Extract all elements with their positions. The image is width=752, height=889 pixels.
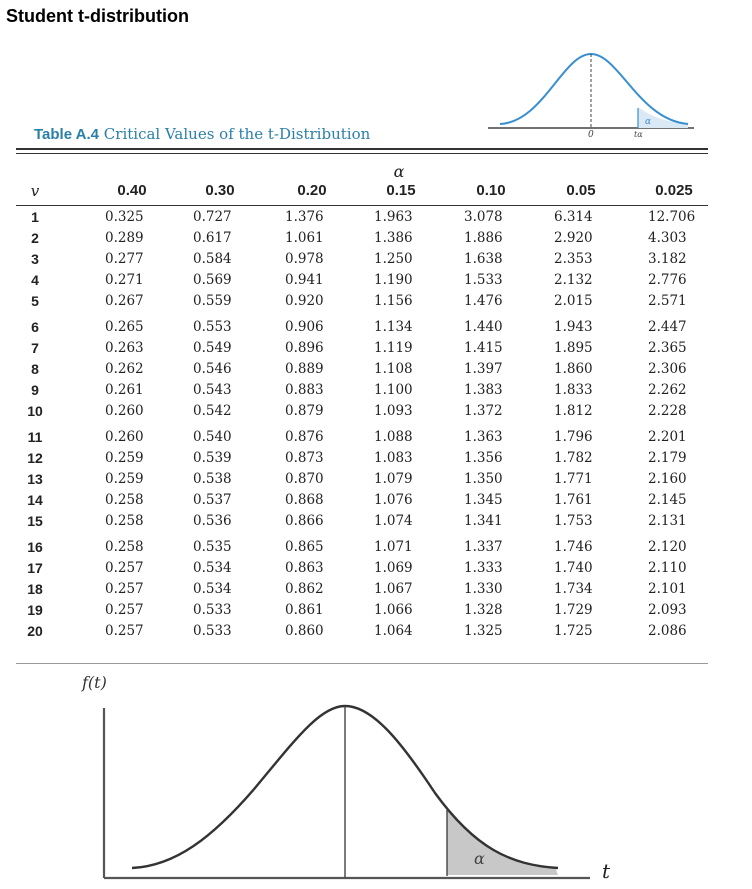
critical-value-cell: 1.069 — [374, 560, 413, 576]
degrees-of-freedom-cell: 5 — [31, 293, 39, 309]
table-row — [0, 359, 752, 379]
critical-value-cell: 1.079 — [374, 471, 413, 487]
critical-value-cell: 0.535 — [193, 539, 232, 555]
critical-value-cell: 1.386 — [374, 230, 413, 246]
critical-value-cell: 0.584 — [193, 251, 232, 267]
alpha-header-0.025: 0.025 — [655, 182, 693, 199]
critical-value-cell: 1.833 — [554, 382, 593, 398]
critical-value-cell: 1.812 — [554, 403, 593, 419]
critical-value-cell: 1.356 — [464, 450, 503, 466]
critical-value-cell: 2.120 — [648, 539, 687, 555]
v-column-header: v — [30, 182, 40, 200]
critical-value-cell: 2.201 — [648, 429, 687, 445]
critical-value-cell: 1.943 — [554, 319, 593, 335]
table-row — [0, 380, 752, 400]
critical-value-cell: 0.883 — [285, 382, 324, 398]
critical-value-cell: 0.617 — [193, 230, 232, 246]
critical-value-cell: 1.771 — [554, 471, 593, 487]
critical-value-cell: 0.258 — [105, 492, 144, 508]
y-axis-label: f(t) — [82, 673, 107, 692]
table-row — [0, 270, 752, 290]
critical-value-cell: 2.179 — [648, 450, 687, 466]
critical-value-cell: 0.862 — [285, 581, 324, 597]
degrees-of-freedom-cell: 9 — [31, 382, 39, 398]
critical-value-cell: 0.866 — [285, 513, 324, 529]
degrees-of-freedom-cell: 19 — [27, 602, 43, 618]
critical-value-cell: 1.156 — [374, 293, 413, 309]
critical-value-cell: 1.415 — [464, 340, 503, 356]
critical-value-cell: 0.257 — [105, 623, 144, 639]
degrees-of-freedom-cell: 3 — [31, 251, 39, 267]
critical-value-cell: 0.873 — [285, 450, 324, 466]
critical-value-cell: 0.261 — [105, 382, 144, 398]
critical-value-cell: 2.228 — [648, 403, 687, 419]
degrees-of-freedom-cell: 13 — [27, 471, 43, 487]
degrees-of-freedom-cell: 14 — [27, 492, 43, 508]
top-distribution-figure — [488, 42, 694, 138]
table-bottom-rule — [16, 663, 708, 664]
critical-value-cell: 1.083 — [374, 450, 413, 466]
critical-value-cell: 0.260 — [105, 403, 144, 419]
critical-value-cell: 1.740 — [554, 560, 593, 576]
alpha-header-0.40: 0.40 — [117, 182, 147, 199]
critical-value-cell: 1.363 — [464, 429, 503, 445]
top-density-curve — [500, 54, 688, 124]
critical-value-cell: 2.101 — [648, 581, 687, 597]
critical-value-cell: 0.267 — [105, 293, 144, 309]
critical-value-cell: 0.258 — [105, 539, 144, 555]
critical-value-cell: 0.263 — [105, 340, 144, 356]
critical-value-cell: 1.761 — [554, 492, 593, 508]
critical-value-cell: 0.863 — [285, 560, 324, 576]
critical-value-cell: 1.074 — [374, 513, 413, 529]
table-top-rule-inner — [16, 153, 708, 154]
critical-value-cell: 1.638 — [464, 251, 503, 267]
critical-value-cell: 2.571 — [648, 293, 687, 309]
critical-value-cell: 1.064 — [374, 623, 413, 639]
alpha-header-0.15: 0.15 — [386, 182, 416, 199]
critical-value-cell: 0.941 — [285, 272, 324, 288]
critical-value-cell: 1.071 — [374, 539, 413, 555]
critical-value-cell: 1.134 — [374, 319, 413, 335]
critical-value-cell: 0.533 — [193, 602, 232, 618]
table-caption-number: Table A.4 — [34, 126, 100, 143]
critical-value-cell: 2.015 — [554, 293, 593, 309]
critical-value-cell: 0.536 — [193, 513, 232, 529]
critical-value-cell: 2.447 — [648, 319, 687, 335]
table-row — [0, 207, 752, 227]
table-row — [0, 621, 752, 641]
degrees-of-freedom-cell: 11 — [27, 429, 43, 445]
critical-value-cell: 3.078 — [464, 209, 503, 225]
table-row — [0, 401, 752, 421]
critical-value-cell: 0.920 — [285, 293, 324, 309]
critical-value-cell: 0.537 — [193, 492, 232, 508]
critical-value-cell: 0.906 — [285, 319, 324, 335]
critical-value-cell: 0.865 — [285, 539, 324, 555]
degrees-of-freedom-cell: 10 — [27, 403, 43, 419]
critical-value-cell: 0.277 — [105, 251, 144, 267]
degrees-of-freedom-cell: 6 — [31, 319, 39, 335]
critical-value-cell: 1.190 — [374, 272, 413, 288]
top-alpha-label: α — [645, 117, 652, 127]
critical-value-cell: 1.440 — [464, 319, 503, 335]
critical-value-cell: 0.539 — [193, 450, 232, 466]
x-axis-label: t — [602, 859, 611, 883]
critical-value-cell: 0.265 — [105, 319, 144, 335]
critical-value-cell: 0.549 — [193, 340, 232, 356]
critical-value-cell: 2.920 — [554, 230, 593, 246]
critical-value-cell: 0.870 — [285, 471, 324, 487]
critical-value-cell: 1.250 — [374, 251, 413, 267]
critical-value-cell: 1.330 — [464, 581, 503, 597]
critical-value-cell: 0.534 — [193, 581, 232, 597]
table-top-rule — [16, 148, 708, 150]
critical-value-cell: 1.333 — [464, 560, 503, 576]
alpha-header-0.20: 0.20 — [297, 182, 327, 199]
critical-value-cell: 0.896 — [285, 340, 324, 356]
critical-value-cell: 2.110 — [648, 560, 687, 576]
critical-value-cell: 1.796 — [554, 429, 593, 445]
critical-value-cell: 0.534 — [193, 560, 232, 576]
critical-value-cell: 4.303 — [648, 230, 687, 246]
critical-value-cell: 0.325 — [105, 209, 144, 225]
critical-value-cell: 2.365 — [648, 340, 687, 356]
critical-value-cell: 0.889 — [285, 361, 324, 377]
degrees-of-freedom-cell: 17 — [27, 560, 43, 576]
critical-value-cell: 0.543 — [193, 382, 232, 398]
degrees-of-freedom-cell: 1 — [31, 209, 39, 225]
critical-value-cell: 0.868 — [285, 492, 324, 508]
degrees-of-freedom-cell: 15 — [27, 513, 43, 529]
critical-value-cell: 0.540 — [193, 429, 232, 445]
critical-value-cell: 0.727 — [193, 209, 232, 225]
critical-value-cell: 1.476 — [464, 293, 503, 309]
critical-value-cell: 0.876 — [285, 429, 324, 445]
critical-value-cell: 1.067 — [374, 581, 413, 597]
critical-value-cell: 0.538 — [193, 471, 232, 487]
critical-value-cell: 0.553 — [193, 319, 232, 335]
critical-value-cell: 2.160 — [648, 471, 687, 487]
critical-value-cell: 0.542 — [193, 403, 232, 419]
critical-value-cell: 1.076 — [374, 492, 413, 508]
critical-value-cell: 0.861 — [285, 602, 324, 618]
critical-value-cell: 1.886 — [464, 230, 503, 246]
critical-value-cell: 2.145 — [648, 492, 687, 508]
degrees-of-freedom-cell: 16 — [27, 539, 43, 555]
critical-value-cell: 3.182 — [648, 251, 687, 267]
tail-alpha-label: α — [474, 849, 485, 868]
critical-value-cell: 0.533 — [193, 623, 232, 639]
critical-value-cell: 1.782 — [554, 450, 593, 466]
table-caption-text: Critical Values of the t-Distribution — [99, 125, 371, 143]
critical-value-cell: 1.376 — [285, 209, 324, 225]
critical-value-cell: 1.533 — [464, 272, 503, 288]
critical-value-cell: 1.328 — [464, 602, 503, 618]
critical-value-cell: 2.093 — [648, 602, 687, 618]
critical-value-cell: 2.353 — [554, 251, 593, 267]
critical-value-cell: 1.895 — [554, 340, 593, 356]
table-row — [0, 338, 752, 358]
page-title: Student t-distribution — [6, 6, 189, 26]
critical-value-cell: 0.259 — [105, 471, 144, 487]
critical-value-cell: 1.372 — [464, 403, 503, 419]
degrees-of-freedom-cell: 7 — [31, 340, 39, 356]
critical-value-cell: 0.559 — [193, 293, 232, 309]
critical-value-cell: 2.306 — [648, 361, 687, 377]
table-row — [0, 427, 752, 447]
table-row — [0, 291, 752, 311]
critical-value-cell: 1.088 — [374, 429, 413, 445]
alpha-header-0.05: 0.05 — [566, 182, 596, 199]
critical-value-cell: 1.119 — [374, 340, 413, 356]
critical-value-cell: 0.262 — [105, 361, 144, 377]
critical-value-cell: 1.108 — [374, 361, 413, 377]
critical-value-cell: 0.546 — [193, 361, 232, 377]
degrees-of-freedom-cell: 20 — [27, 623, 43, 639]
critical-value-cell: 1.325 — [464, 623, 503, 639]
critical-value-cell: 1.753 — [554, 513, 593, 529]
table-row — [0, 511, 752, 531]
critical-value-cell: 12.706 — [648, 209, 696, 225]
critical-value-cell: 0.860 — [285, 623, 324, 639]
alpha-header-0.10: 0.10 — [476, 182, 506, 199]
degrees-of-freedom-cell: 18 — [27, 581, 43, 597]
critical-value-cell: 1.061 — [285, 230, 324, 246]
critical-value-cell: 1.100 — [374, 382, 413, 398]
table-caption — [34, 125, 370, 143]
critical-value-cell: 0.879 — [285, 403, 324, 419]
table-row — [0, 537, 752, 557]
critical-value-cell: 1.337 — [464, 539, 503, 555]
critical-value-cell: 1.093 — [374, 403, 413, 419]
alpha-column-group-header: α — [393, 162, 405, 181]
critical-value-cell: 6.314 — [554, 209, 593, 225]
table-row — [0, 469, 752, 489]
degrees-of-freedom-cell: 8 — [31, 361, 39, 377]
critical-value-cell: 0.978 — [285, 251, 324, 267]
critical-value-cell: 1.383 — [464, 382, 503, 398]
table-row — [0, 448, 752, 468]
table-row — [0, 558, 752, 578]
critical-value-cell: 2.131 — [648, 513, 687, 529]
critical-value-cell: 1.350 — [464, 471, 503, 487]
critical-value-cell: 1.066 — [374, 602, 413, 618]
table-row — [0, 490, 752, 510]
critical-value-cell: 1.725 — [554, 623, 593, 639]
critical-value-cell: 0.259 — [105, 450, 144, 466]
critical-value-cell: 1.963 — [374, 209, 413, 225]
critical-value-cell: 1.345 — [464, 492, 503, 508]
critical-value-cell: 0.260 — [105, 429, 144, 445]
table-row — [0, 600, 752, 620]
critical-value-cell: 0.257 — [105, 581, 144, 597]
critical-value-cell: 2.132 — [554, 272, 593, 288]
table-row — [0, 317, 752, 337]
table-header-rule — [16, 205, 708, 206]
critical-value-cell: 2.262 — [648, 382, 687, 398]
bottom-distribution-figure — [80, 668, 640, 888]
critical-value-cell: 0.271 — [105, 272, 144, 288]
degrees-of-freedom-cell: 2 — [31, 230, 39, 246]
critical-value-cell: 0.257 — [105, 560, 144, 576]
critical-value-cell: 1.734 — [554, 581, 593, 597]
critical-value-cell: 0.569 — [193, 272, 232, 288]
critical-value-cell: 1.746 — [554, 539, 593, 555]
alpha-header-0.30: 0.30 — [205, 182, 235, 199]
critical-value-cell: 1.341 — [464, 513, 503, 529]
table-row — [0, 579, 752, 599]
table-row — [0, 228, 752, 248]
critical-value-cell: 1.729 — [554, 602, 593, 618]
critical-value-cell: 0.257 — [105, 602, 144, 618]
degrees-of-freedom-cell: 4 — [31, 272, 39, 288]
critical-value-cell: 0.289 — [105, 230, 144, 246]
critical-value-cell: 0.258 — [105, 513, 144, 529]
table-row — [0, 249, 752, 269]
top-t-alpha-label: tα — [634, 130, 643, 138]
critical-value-cell: 2.086 — [648, 623, 687, 639]
critical-value-cell: 2.776 — [648, 272, 687, 288]
top-zero-label: 0 — [588, 130, 594, 138]
critical-value-cell: 1.860 — [554, 361, 593, 377]
degrees-of-freedom-cell: 12 — [27, 450, 43, 466]
critical-value-cell: 1.397 — [464, 361, 503, 377]
